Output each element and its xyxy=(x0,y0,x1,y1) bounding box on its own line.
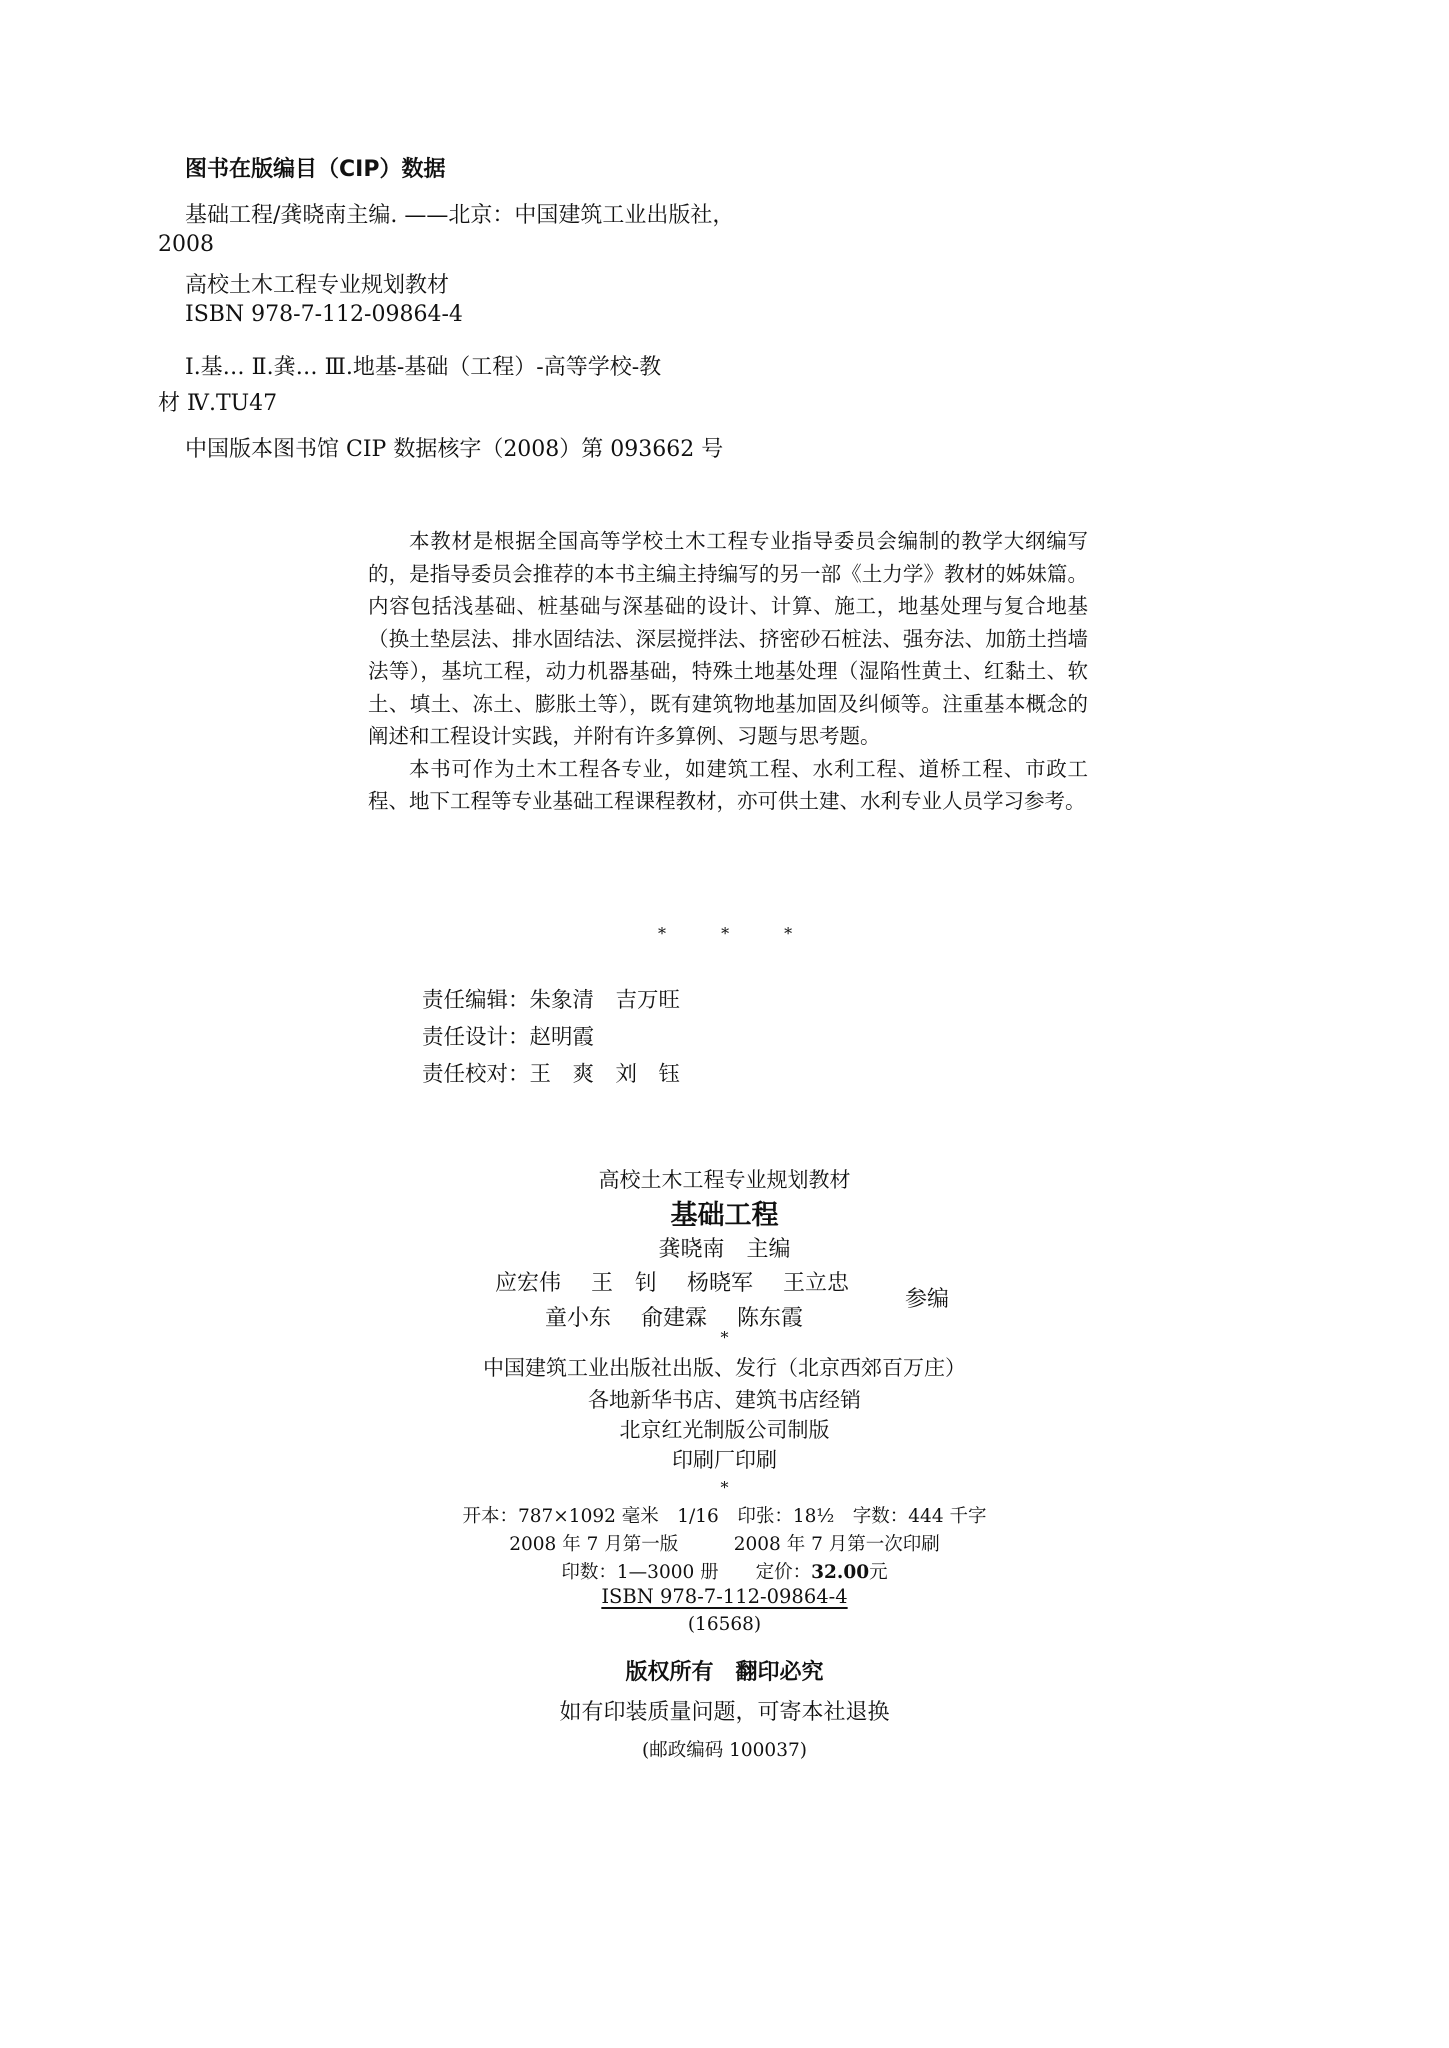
colophon-printer: 印刷厂印刷 xyxy=(672,1448,777,1472)
section-separator: * * * xyxy=(658,924,793,943)
contributors-row xyxy=(495,1266,879,1297)
cip-record-number: 中国版本图书馆 CIP 数据核字（2008）第 093662 号 xyxy=(185,437,724,462)
colophon-chief-editor: 龚晓南 主编 xyxy=(658,1237,791,1262)
contributors xyxy=(495,1266,879,1332)
cip-heading: 图书在版编目（CIP）数据 xyxy=(185,157,446,182)
book-description xyxy=(368,525,1088,818)
asterisk-divider: * xyxy=(720,1328,729,1347)
contributor-name: 王 钊 xyxy=(591,1271,658,1296)
credit-names: 朱象清 吉万旺 xyxy=(529,988,681,1013)
description-paragraph: 本书可作为土木工程各专业，如建筑工程、水利工程、道桥工程、市政工程、地下工程等专业基础工程课程教材，亦可供土建、水利专业人员学习参考。 xyxy=(368,756,1088,813)
contributor-name: 俞建霖 xyxy=(641,1306,708,1331)
cip-series: 高校土木工程专业规划教材 xyxy=(185,273,450,298)
cip-title-line: 基础工程/龚晓南主编. ——北京：中国建筑工业出版社， xyxy=(185,203,735,228)
contributor-name: 童小东 xyxy=(545,1306,612,1331)
contributors-label: 参编 xyxy=(905,1287,950,1312)
price-unit: 元 xyxy=(869,1562,888,1583)
colophon-print-run xyxy=(0,1558,1449,1584)
colophon-code: (16568) xyxy=(687,1614,762,1635)
colophon-publisher: 中国建筑工业出版社出版、发行（北京西郊百万庄） xyxy=(483,1356,966,1380)
colophon-format: 开本：787×1092 毫米 1/16 印张：18½ 字数：444 千字 xyxy=(462,1506,987,1527)
credit-label: 责任编辑： xyxy=(422,988,530,1013)
cip-isbn: ISBN 978-7-112-09864-4 xyxy=(185,302,463,327)
asterisk-divider: * xyxy=(720,1478,729,1497)
colophon-isbn-wrap xyxy=(0,1585,1449,1608)
credit-label: 责任设计： xyxy=(422,1025,530,1050)
colophon-series: 高校土木工程专业规划教材 xyxy=(598,1168,851,1192)
credit-proofread xyxy=(422,1057,680,1088)
cip-classification-cont: 材 Ⅳ.TU47 xyxy=(158,391,278,416)
contributor-name: 应宏伟 xyxy=(495,1271,562,1296)
contributor-name: 王立忠 xyxy=(783,1271,850,1296)
colophon-distributor: 各地新华书店、建筑书店经销 xyxy=(588,1388,861,1412)
cip-year: 2008 xyxy=(158,232,214,257)
price-value: 32.00 xyxy=(811,1562,870,1583)
cip-classification: Ⅰ.基… Ⅱ.龚… Ⅲ.地基-基础（工程）-高等学校-教 xyxy=(185,355,662,380)
colophon-notice: 如有印装质量问题，可寄本社退换 xyxy=(559,1700,890,1725)
colophon-postal: (邮政编码 100037) xyxy=(642,1740,807,1761)
credit-editor xyxy=(422,983,680,1014)
colophon-title: 基础工程 xyxy=(670,1200,779,1231)
contributor-name: 杨晓军 xyxy=(687,1271,754,1296)
credit-names: 王 爽 刘 钰 xyxy=(529,1062,681,1087)
colophon-edition: 2008 年 7 月第一版 2008 年 7 月第一次印刷 xyxy=(509,1534,940,1555)
credit-names: 赵明霞 xyxy=(529,1025,595,1050)
description-paragraph: 本教材是根据全国高等学校土木工程专业指导委员会编制的教学大纲编写的，是指导委员会推荐的本书主编主持编写的另一部《土力学》教材的姊妹篇。内容包括浅基础、桩基础与深基础的设计、计算、施工，地基处理与复合地基（换土垫层法、排水固结法、深层搅拌法、挤密砂石桩法、强夯法、加筋土挡墙法等），基坑工程，动力机器基础，特殊土地基处理（湿陷性黄土、红黏土、软土、填土、冻土、膨胀土等），既有建筑物地基加固及纠倾等。注重基本概念的阐述和工程设计实践，并附有许多算例、习题与思考题。 xyxy=(368,529,1088,748)
colophon-isbn: ISBN 978-7-112-09864-4 xyxy=(601,1585,848,1608)
colophon-plate-maker: 北京红光制版公司制版 xyxy=(619,1418,830,1442)
print-run-label: 印数：1—3000 册 定价： xyxy=(561,1562,812,1583)
contributor-name: 陈东霞 xyxy=(737,1306,804,1331)
credit-design xyxy=(422,1020,594,1051)
credit-label: 责任校对： xyxy=(422,1062,530,1087)
colophon-rights: 版权所有 翻印必究 xyxy=(625,1660,824,1685)
